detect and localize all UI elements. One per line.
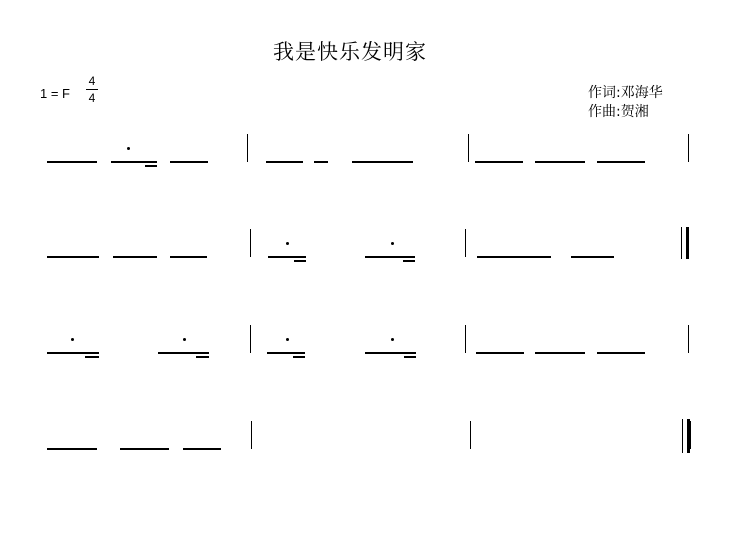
meter-top: 4 bbox=[88, 74, 96, 88]
underline-beam bbox=[113, 256, 157, 258]
underline-beam bbox=[170, 256, 207, 258]
key-signature: 1 = F bbox=[40, 86, 70, 101]
augmentation-dot bbox=[391, 242, 394, 245]
barline bbox=[688, 134, 689, 162]
underline-beam bbox=[403, 260, 415, 262]
underline-beam bbox=[47, 352, 99, 354]
barline bbox=[251, 421, 252, 449]
underline-beam bbox=[365, 352, 416, 354]
underline-beam bbox=[266, 161, 303, 163]
song-title: 我是快乐发明家 bbox=[273, 40, 427, 64]
barline bbox=[465, 325, 466, 353]
barline bbox=[250, 229, 251, 257]
barline bbox=[470, 421, 471, 449]
underline-beam bbox=[314, 161, 328, 163]
barline bbox=[247, 134, 248, 162]
underline-beam bbox=[294, 260, 306, 262]
augmentation-dot bbox=[183, 338, 186, 341]
underline-beam bbox=[85, 356, 99, 358]
augmentation-dot bbox=[286, 338, 289, 341]
final-barline bbox=[686, 227, 689, 259]
barline bbox=[688, 325, 689, 353]
underline-beam bbox=[120, 448, 169, 450]
underline-beam bbox=[597, 352, 645, 354]
underline-beam bbox=[268, 256, 306, 258]
underline-beam bbox=[404, 356, 416, 358]
underline-beam bbox=[571, 256, 614, 258]
underline-beam bbox=[111, 161, 157, 163]
underline-beam bbox=[170, 161, 208, 163]
underline-beam bbox=[47, 161, 97, 163]
underline-beam bbox=[597, 161, 645, 163]
final-barline bbox=[687, 419, 690, 453]
underline-beam bbox=[145, 165, 157, 167]
underline-beam bbox=[47, 256, 99, 258]
underline-beam bbox=[535, 352, 585, 354]
lyricist-credit: 作词:邓海华 bbox=[588, 85, 663, 101]
augmentation-dot bbox=[71, 338, 74, 341]
underline-beam bbox=[293, 356, 305, 358]
augmentation-dot bbox=[286, 242, 289, 245]
barline bbox=[468, 134, 469, 162]
underline-beam bbox=[535, 161, 585, 163]
barline bbox=[250, 325, 251, 353]
barline bbox=[690, 421, 691, 449]
underline-beam bbox=[477, 256, 551, 258]
underline-beam bbox=[365, 256, 415, 258]
underline-beam bbox=[47, 448, 97, 450]
underline-beam bbox=[183, 448, 221, 450]
underline-beam bbox=[158, 352, 209, 354]
barline bbox=[465, 229, 466, 257]
underline-beam bbox=[196, 356, 209, 358]
underline-beam bbox=[267, 352, 305, 354]
underline-beam bbox=[475, 161, 523, 163]
underline-beam bbox=[476, 352, 524, 354]
meter-bottom: 4 bbox=[88, 91, 96, 105]
composer-credit: 作曲:贺湘 bbox=[588, 104, 649, 120]
final-barline-thin bbox=[682, 419, 683, 453]
final-barline-thin bbox=[681, 227, 682, 259]
augmentation-dot bbox=[391, 338, 394, 341]
augmentation-dot bbox=[127, 147, 130, 150]
underline-beam bbox=[352, 161, 413, 163]
